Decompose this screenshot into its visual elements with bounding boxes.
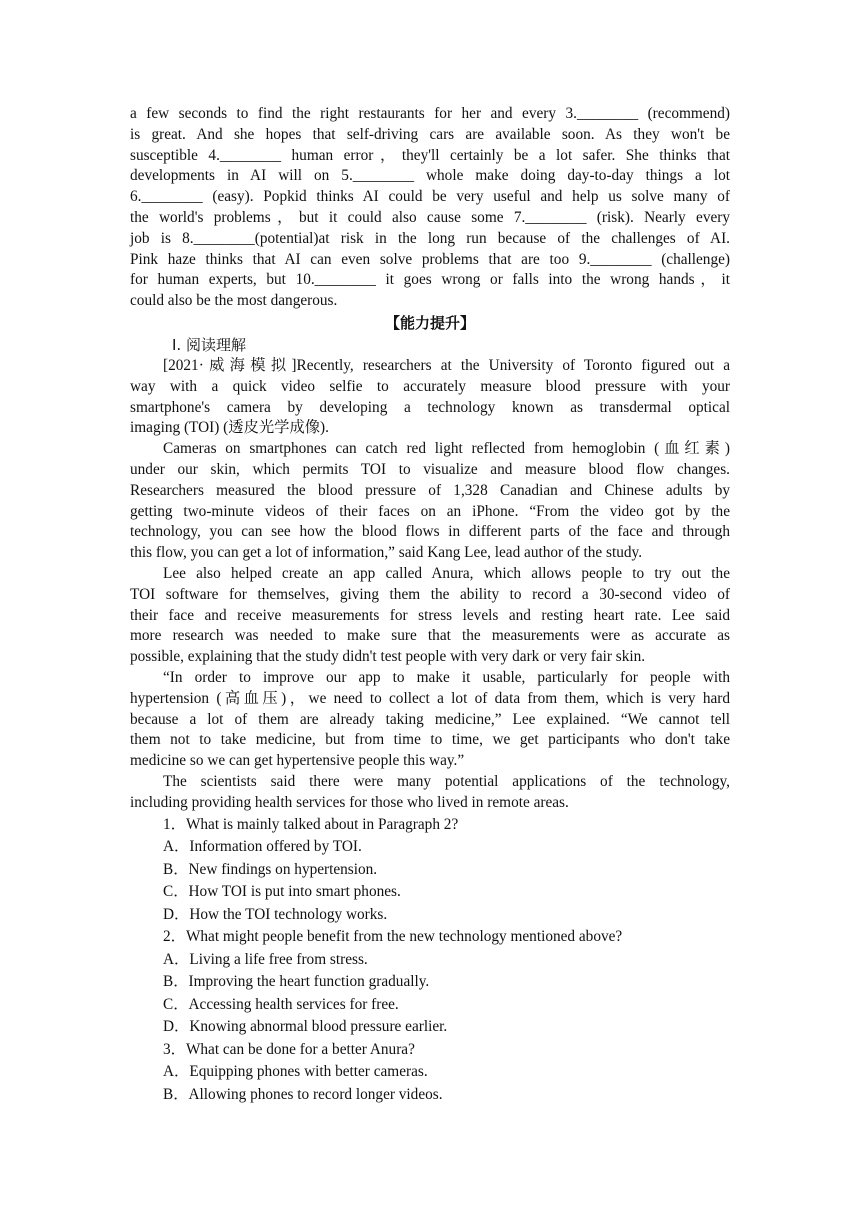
answer-option[interactable]: D．How the TOI technology works. xyxy=(163,905,388,923)
text-line: “In order to improve our app to make it usable, particularly for people with xyxy=(163,668,730,686)
text-line: Researchers measured the blood pressure of 1,328 Canadian and Chinese adults by xyxy=(130,481,730,499)
text-line: [2021·威海模拟]Recently, researchers at the University of Toronto figured out a xyxy=(163,356,730,374)
section-heading: 【能力提升】 xyxy=(384,313,475,332)
text-line: because a lot of them are already taking medicine,” Lee explained. “We cannot tell xyxy=(130,710,730,728)
text-line: for human experts, but 10.________ it goes wrong or falls into the wrong hands，it xyxy=(130,271,730,289)
text-line: TOI software for themselves, giving them the ability to record a 30-second video of xyxy=(130,585,730,603)
text-line: smartphone's camera by developing a technology known as transdermal optical xyxy=(130,398,730,416)
text-line: susceptible 4.________ human error，they'll certainly be a lot safer. She thinks that xyxy=(130,146,730,164)
text-line: is great. And she hopes that self-driving cars are available soon. As they won't be xyxy=(130,125,730,143)
text-line: hypertension (高血压)，we need to collect a lot of data from them, which is very hard xyxy=(130,689,730,707)
question-3 xyxy=(130,1039,730,1107)
text-line: The scientists said there were many potential applications of the technology, xyxy=(163,772,730,790)
text-line: could also be the most dangerous. xyxy=(130,292,338,310)
text-line: 6.________ (easy). Popkid thinks AI could be very useful and help us solve many of xyxy=(130,188,730,206)
document-page xyxy=(130,104,730,1106)
text-line: possible, explaining that the study didn't test people with very dark or very fair skin. xyxy=(130,648,646,666)
answer-option[interactable]: A．Living a life free from stress. xyxy=(163,950,368,968)
answer-option[interactable]: C．Accessing health services for free. xyxy=(163,995,399,1013)
subsection-label: Ⅰ. 阅读理解 xyxy=(172,335,246,354)
text-line: imaging (TOI) (透皮光学成像). xyxy=(130,419,329,437)
text-line: Lee also helped create an app called Anura, which allows people to try out the xyxy=(163,564,730,582)
paragraph-4 xyxy=(130,668,730,772)
answer-option[interactable]: A．Equipping phones with better cameras. xyxy=(163,1063,428,1080)
answer-option[interactable]: C．How TOI is put into smart phones. xyxy=(163,883,401,900)
question-1 xyxy=(130,814,730,927)
text-line: way with a quick video selfie to accurately measure blood pressure with your xyxy=(130,377,730,395)
text-line: Pink haze thinks that AI can even solve problems that are too 9.________ (challenge) xyxy=(130,250,730,268)
reading-passage xyxy=(130,356,730,814)
paragraph-5 xyxy=(130,772,730,814)
paragraph-2 xyxy=(130,439,730,564)
text-line: technology, you can see how the blood flows in different parts of the face and through xyxy=(130,523,730,541)
text-line: them not to take medicine, but from time to time, we get participants who don't take xyxy=(130,731,730,749)
answer-option[interactable]: B．Allowing phones to record longer videos. xyxy=(163,1085,443,1103)
question-2 xyxy=(130,926,730,1039)
text-line: medicine so we can get hypertensive people this way.” xyxy=(130,752,465,770)
text-line: developments in AI will on 5.________ whole make doing day-to-day things a lot xyxy=(130,167,730,185)
text-line: their face and receive measurements for stress levels and resting heart rate. Lee said xyxy=(130,606,730,624)
answer-option[interactable]: A．Information offered by TOI. xyxy=(163,838,362,855)
answer-option[interactable]: B．New findings on hypertension. xyxy=(163,860,378,878)
paragraph-3 xyxy=(130,564,730,668)
question-list xyxy=(130,814,730,1107)
answer-option[interactable]: B．Improving the heart function gradually. xyxy=(163,973,430,990)
question-stem: 1．What is mainly talked about in Paragraph 2? xyxy=(163,815,459,833)
text-line: the world's problems，but it could also cause some 7.________ (risk). Nearly every xyxy=(130,208,730,226)
question-stem: 2．What might people benefit from the new technology mentioned above? xyxy=(163,928,623,945)
text-line: more research was needed to make sure that the measurements were as accurate as xyxy=(130,627,730,645)
text-line: under our skin, which permits TOI to visualize and measure blood flow changes. xyxy=(130,460,730,478)
text-line: getting two-minute videos of their faces on an iPhone. “From the video got by the xyxy=(130,502,730,520)
text-line: this flow, you can get a lot of information,” said Kang Lee, lead author of the study. xyxy=(130,544,643,562)
passage-continued xyxy=(130,104,730,312)
text-line: a few seconds to find the right restaurants for her and every 3.________ (recommend) xyxy=(130,105,730,122)
question-stem: 3．What can be done for a better Anura? xyxy=(163,1040,415,1058)
text-line: including providing health services for those who lived in remote areas. xyxy=(130,793,569,811)
text-line: Cameras on smartphones can catch red light reflected from hemoglobin (血红素) xyxy=(163,440,730,458)
paragraph-1 xyxy=(130,356,730,439)
answer-option[interactable]: D．Knowing abnormal blood pressure earlier. xyxy=(163,1018,448,1035)
text-line: job is 8.________(potential)at risk in the long run because of the challenges of AI. xyxy=(130,229,730,247)
